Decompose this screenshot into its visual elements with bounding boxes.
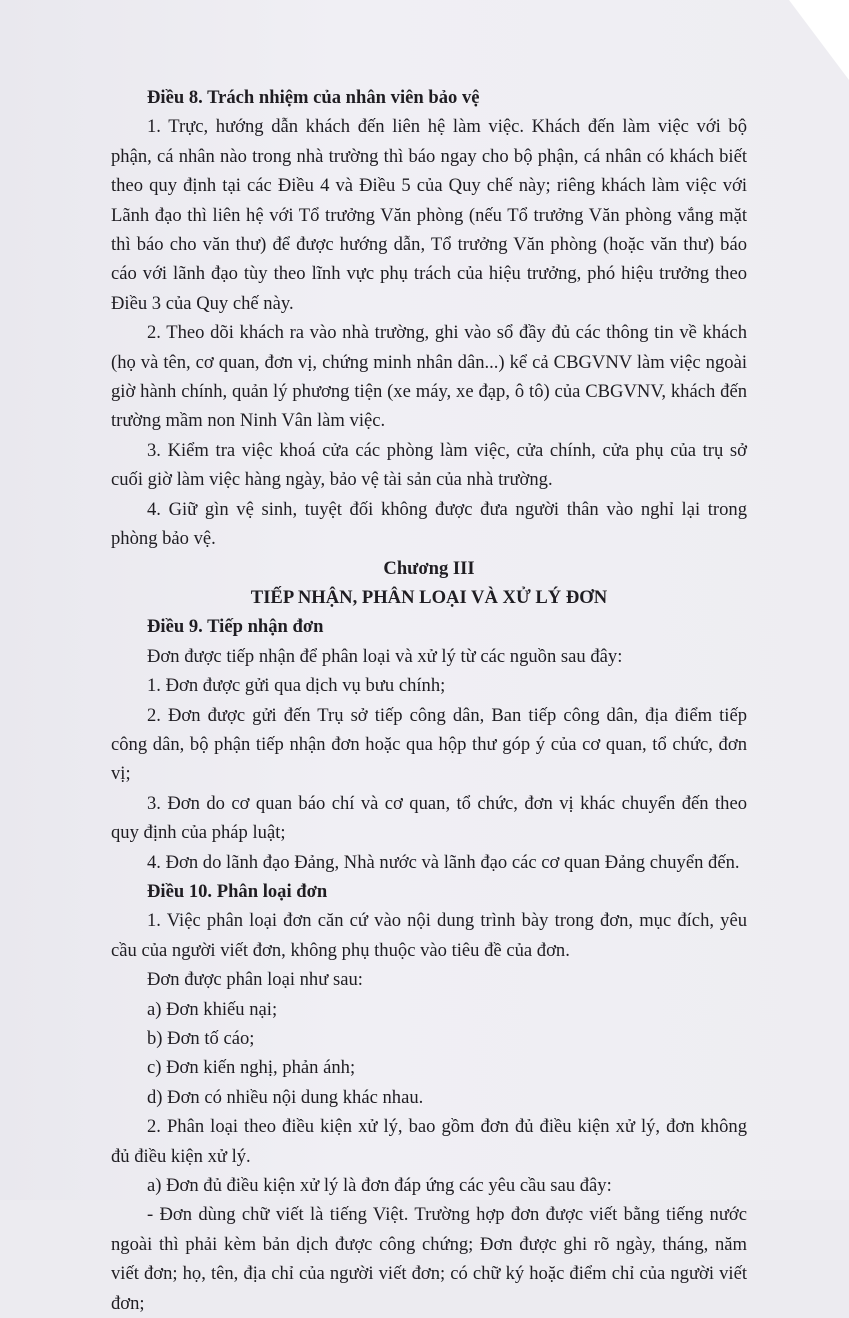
chapter-number: Chương III	[383, 557, 475, 579]
article-8-clause-4: 4. Giữ gìn vệ sinh, tuyệt đối không được đưa người thân vào nghỉ lại trong phòng bảo vệ.	[111, 498, 747, 550]
article-9-clause-2: 2. Đơn được gửi đến Trụ sở tiếp công dân, Ban tiếp công dân, địa điểm tiếp công dân, bộ phận tiếp nhận đơn hoặc qua hộp thư góp ý của cơ quan, tổ chức, đơn vị;	[111, 704, 747, 785]
article-9-clause-4: 4. Đơn do lãnh đạo Đảng, Nhà nước và lãnh đạo các cơ quan Đảng chuyển đến.	[147, 851, 740, 873]
article-8-clause-1: 1. Trực, hướng dẫn khách đến liên hệ làm việc. Khách đến làm việc với bộ phận, cá nhân nào trong nhà trường thì báo ngay cho bộ phận, cá nhân có khách biết theo quy định tại các Điều 4 và Điều 5 của Quy chế này; riêng khách làm việc với Lãnh đạo thì liên hệ với Tổ trưởng Văn phòng (nếu Tổ trưởng Văn phòng vắng mặt thì báo cho văn thư) để được hướng dẫn, Tổ trưởng Văn phòng (hoặc văn thư) báo cáo với lãnh đạo tùy theo lĩnh vực phụ trách của hiệu trưởng, phó hiệu trưởng theo Điều 3 của Quy chế này.	[111, 116, 747, 314]
article-10-item-c: c) Đơn kiến nghị, phản ánh;	[147, 1057, 356, 1079]
article-10-clause-1: 1. Việc phân loại đơn căn cứ vào nội dung trình bày trong đơn, mục đích, yêu cầu của người viết đơn, không phụ thuộc vào tiêu đề của đơn.	[111, 910, 747, 961]
article-10-clause-2a-bullet: - Đơn dùng chữ viết là tiếng Việt. Trường hợp đơn được viết bằng tiếng nước ngoài thì phải kèm bản dịch được công chứng; Đơn được ghi rõ ngày, tháng, năm viết đơn; họ, tên, địa chỉ của người viết đơn; có chữ ký hoặc điểm chỉ của người viết đơn;	[111, 1204, 747, 1314]
article-9-clause-3: 3. Đơn do cơ quan báo chí và cơ quan, tổ chức, đơn vị khác chuyển đến theo quy định của pháp luật;	[111, 792, 747, 844]
article-10-item-b: b) Đơn tố cáo;	[147, 1028, 255, 1049]
article-9-intro: Đơn được tiếp nhận để phân loại và xử lý từ các nguồn sau đây:	[147, 645, 623, 667]
article-9-clause-1: 1. Đơn được gửi qua dịch vụ bưu chính;	[147, 675, 446, 697]
document-body	[111, 83, 747, 1318]
article-8-clause-3: 3. Kiểm tra việc khoá cửa các phòng làm việc, cửa chính, cửa phụ của trụ sở cuối giờ làm việc hàng ngày, bảo vệ tài sản của nhà trường.	[111, 439, 747, 491]
article-10-clause-2a: a) Đơn đủ điều kiện xử lý là đơn đáp ứng các yêu cầu sau đây:	[147, 1175, 612, 1197]
article-8-title: Điều 8. Trách nhiệm của nhân viên bảo vệ	[147, 87, 480, 108]
article-10-classification-intro: Đơn được phân loại như sau:	[147, 969, 363, 991]
chapter-title: TIẾP NHẬN, PHÂN LOẠI VÀ XỬ LÝ ĐƠN	[250, 586, 608, 608]
article-9-title: Điều 9. Tiếp nhận đơn	[147, 616, 324, 638]
page-corner	[789, 0, 849, 80]
article-10-clause-2: 2. Phân loại theo điều kiện xử lý, bao gồm đơn đủ điều kiện xử lý, đơn không đủ điều kiện xử lý.	[111, 1116, 747, 1167]
article-10-item-d: d) Đơn có nhiều nội dung khác nhau.	[147, 1086, 424, 1108]
article-10-title: Điều 10. Phân loại đơn	[147, 880, 328, 902]
article-10-item-a: a) Đơn khiếu nại;	[147, 998, 278, 1020]
article-8-clause-2: 2. Theo dõi khách ra vào nhà trường, ghi vào sổ đầy đủ các thông tin về khách (họ và tên, cơ quan, đơn vị, chứng minh nhân dân...) kể cả CBGVNV làm việc ngoài giờ hành chính, quản lý phương tiện (xe máy, xe đạp, ô tô) của CBGVNV, khách đến trường mầm non Ninh Vân làm việc.	[111, 322, 747, 432]
